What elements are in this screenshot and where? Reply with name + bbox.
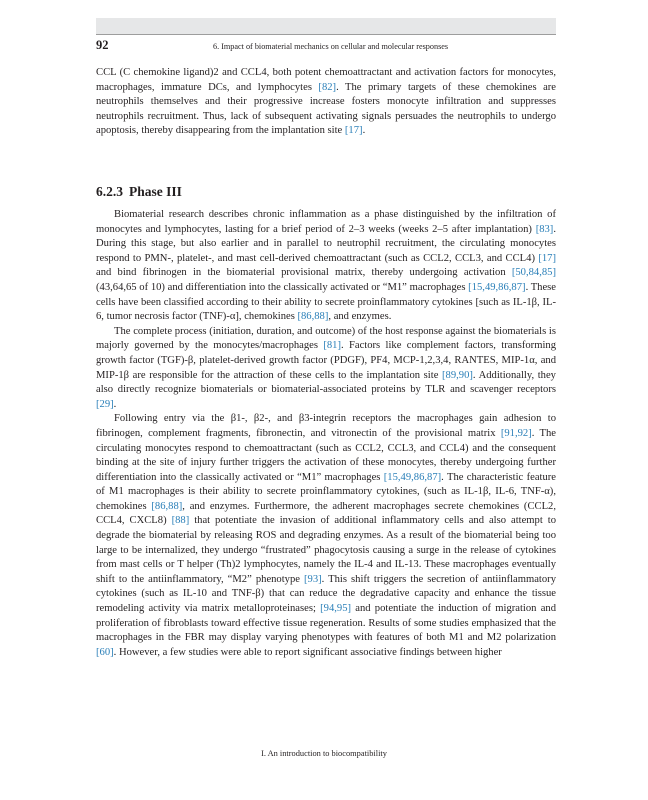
section-body	[96, 208, 556, 660]
citation-link[interactable]: [83]	[535, 223, 554, 235]
citation-link[interactable]: [88]	[171, 515, 190, 527]
citation-link[interactable]: [29]	[96, 398, 114, 410]
header-rule	[96, 34, 556, 35]
text-run: (43,64,65 of 10) and differentiation into the classically activated or “M1” macrophages	[96, 281, 469, 293]
text-run: and potentiate the induction of migration and proliferation of fibroblasts toward effective tissue regeneration. Results of some studies emphasized that the macrophages in the FBR may display varying phenotypes with features of both M1 and M2 polarization	[96, 603, 556, 644]
citation-link[interactable]: [50,84,85]	[511, 267, 556, 279]
paragraph	[96, 325, 556, 413]
text-run: . Factors like complement factors, transforming growth factor (TGF)-β, platelet-derived growth factor (PDGF), PF4, MCP-1,2,3,4, RANTES, MIP-1α, and MIP-1β are responsible for the attraction of these cells to the implantation site	[96, 340, 556, 381]
text-run: Biomaterial research describes chronic inflammation as a phase distinguished by the infiltration of monocytes and lymphocytes, lasting for a brief period of 2–3 weeks (weeks 2–5 after implantation)	[96, 209, 556, 235]
text-run: . During this stage, but also earlier and in parallel to neutrophil recruitment, the circulating monocytes respond to PMN-, platelet-, and mast cell-derived chemoattractant (such as CCL2, CCL3, and CCL4)	[96, 223, 556, 264]
text-run: . Additionally, they also directly recognize biomaterials or biomaterial-associated proteins by TLR and scavenger receptors	[96, 369, 556, 396]
citation-link[interactable]: [81]	[323, 340, 341, 352]
text-run: The complete process (initiation, duration, and outcome) of the host response against the biomaterials is majorly governed by the monocytes/macrophages	[96, 325, 556, 352]
text-run: . These cells have been classified according to their ability to secrete proinflammatory cytokines [such as IL-1β, IL-6, tumor necrosis factor (TNF)-α], chemokines	[96, 281, 557, 323]
running-head: 6. Impact of biomaterial mechanics on cellular and molecular responses	[213, 42, 449, 51]
text-run: .	[113, 398, 117, 410]
text-run: . The primary targets of these chemokines are neutrophils themselves and their progressive increase fosters monocyte infiltration and suppresses neutrophils recruitment. Thus, lack of subsequent activating signals persuades the neutrophils to undergo apoptosis, thereby disappearing from the implantation site	[96, 81, 557, 137]
paragraph	[96, 208, 556, 325]
citation-link[interactable]: [89,90]	[442, 369, 473, 381]
section-heading	[96, 184, 188, 200]
citation-link[interactable]: [17]	[344, 125, 363, 137]
citation-link[interactable]: [86,88]	[151, 500, 183, 512]
citation-link[interactable]: [15,49,86,87]	[383, 471, 442, 483]
text-run: . This shift triggers the secretion of antiinflammatory cytokines (such as IL-10 and TNF-β) that can reduce the degradative capacity and enhance the tissue remodeling activity via matrix metalloproteinases;	[96, 573, 556, 615]
page-number: 92	[96, 38, 109, 52]
text-run: . The circulating monocytes respond to chemoattractant (such as CCL2, CCL3, and CCL4) and the consequent binding at the site of injury further triggers the activation of these monocytes, thereby undergoing further differentiation into the classically activated or “M1” macrophages	[96, 427, 556, 483]
section-number: 6.2.3	[96, 184, 123, 199]
text-run: , and enzymes.	[328, 311, 392, 323]
paragraph	[96, 412, 556, 660]
citation-link[interactable]: [82]	[318, 81, 337, 93]
text-run: , and enzymes. Furthermore, the adherent macrophages secrete chemokines (CCL2, CCL4, CXCL8)	[96, 500, 557, 527]
citation-link[interactable]: [93]	[304, 573, 322, 585]
paragraph	[96, 66, 556, 139]
citation-link[interactable]: [94,95]	[320, 603, 352, 615]
citation-link[interactable]: [60]	[96, 646, 114, 658]
text-run: and bind fibrinogen in the biomaterial provisional matrix, thereby undergoing activation	[96, 267, 512, 279]
text-run: . However, a few studies were able to report significant associative findings between higher	[113, 646, 502, 658]
text-run: Following entry via the β1-, β2-, and β3-integrin receptors the macrophages gain adhesion to fibrinogen, complement fragments, fibronectin, and vitronectin of the provisional matrix	[96, 413, 556, 439]
text-run: . The characteristic feature of M1 macrophages is their ability to secrete proinflammatory cytokines, (such as IL-1β, IL-6, TNF-α), chemokines	[96, 471, 556, 512]
citation-link[interactable]: [15,49,86,87]	[468, 281, 526, 293]
text-run: CCL (C chemokine ligand)2 and CCL4, both potent chemoattractant and activation factors for monocytes, macrophages, immature DCs, and lymphocytes	[96, 67, 556, 93]
footer-text: I. An introduction to biocompatibility	[261, 749, 387, 758]
citation-link[interactable]: [91,92]	[500, 427, 532, 439]
header-band	[96, 18, 556, 34]
text-run: .	[362, 125, 366, 137]
text-run: that potentiate the invasion of additional inflammatory cells and also attempt to degrade the biomaterial by releasing ROS and degrading enzymes. As a result of the biomaterial being too large to be internalized, they undergo “frustrated” phagocytosis causing a surge in the release of cytokines from mast cells or T helper (Th)2 lymphocytes, namely the IL-4 and IL-13. These macrophages eventually shift to the antiinflammatory, “M2” phenotype	[96, 515, 556, 585]
section-title: Phase III	[129, 184, 182, 199]
citation-link[interactable]: [17]	[538, 252, 556, 264]
continued-paragraph-block	[96, 66, 556, 139]
citation-link[interactable]: [86,88]	[297, 311, 329, 323]
